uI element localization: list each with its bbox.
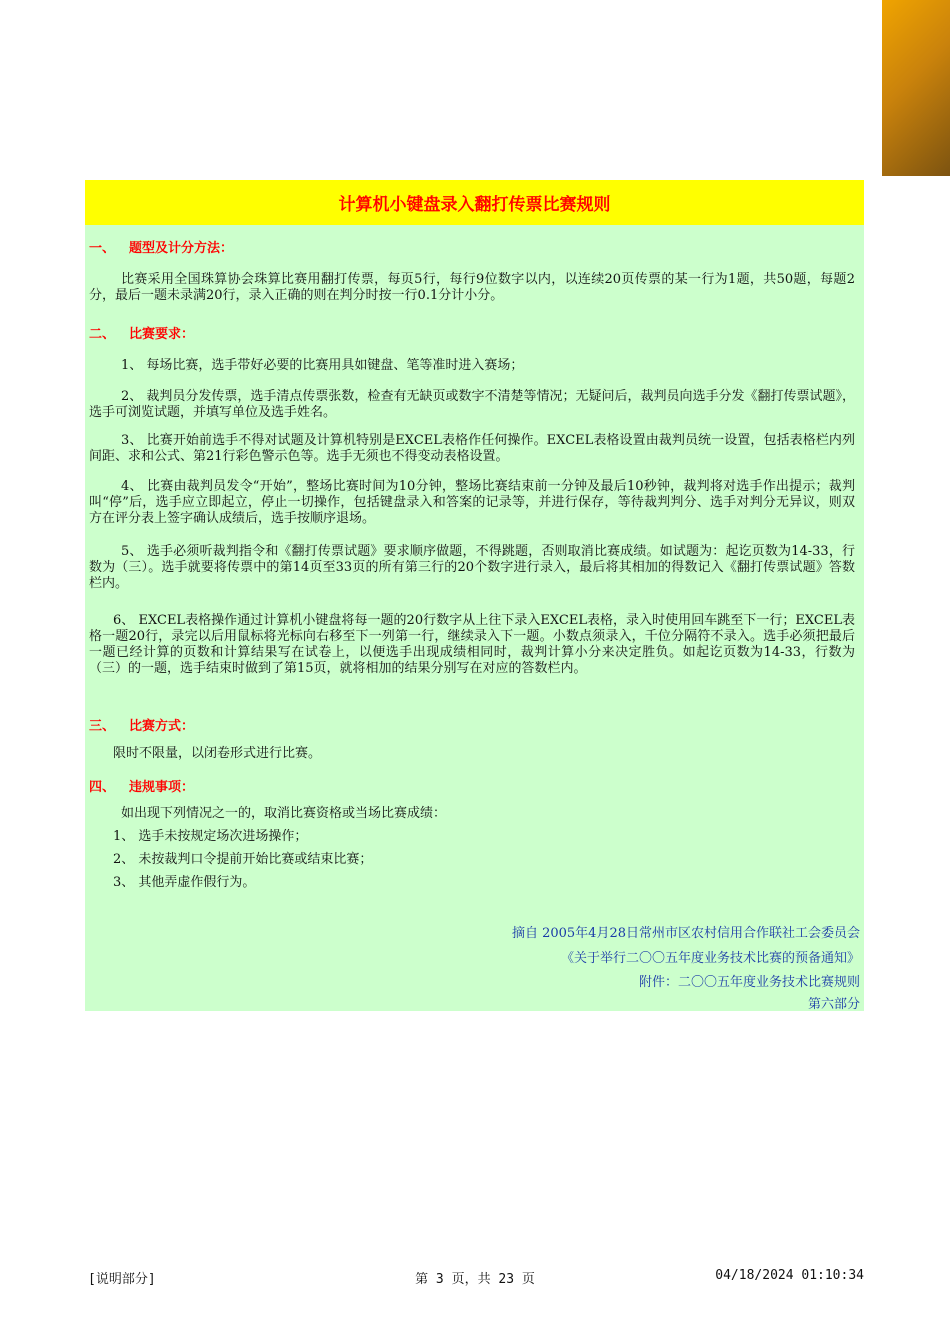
section-number: 四、 <box>89 780 116 795</box>
section-title: 题型及计分方法： <box>129 241 234 256</box>
rule-item-6: 6、 EXCEL表格操作通过计算机小键盘将每一题的20行数字从上往下录入EXCEL表格，录入时使用回车跳至下一行；EXCEL表格一题20行，录完以后用鼠标将光标向右移至下一列第一行，继续录入下一题。小数点须录入，千位分隔符不录入。选手必须把最后一题已经计算的页数和计算结果写在试卷上，以便选手出现成绩相同时，裁判计算小分来决定胜负。如起讫页数为14-33，行数为（三）的一题，选手结束时做到了第15页，就将相加的结果分别写在对应的答数栏内。 <box>89 613 855 676</box>
rule-item-2: 2、 裁判员分发传票，选手清点传票张数，检查有无缺页或数字不清楚等情况；无疑问后，裁判员向选手分发《翻打传票试题》，选手可浏览试题，并填写单位及选手姓名。 <box>89 389 855 420</box>
section-title: 比赛方式： <box>129 719 195 734</box>
rule-item-1: 1、 每场比赛，选手带好必要的比赛用具如键盘、笔等准时进入赛场； <box>121 358 524 373</box>
section-title: 比赛要求： <box>129 327 195 342</box>
title-bar <box>85 180 864 225</box>
source-line-3: 附件：二〇〇五年度业务技术比赛规则 <box>638 975 860 990</box>
violation-item-1: 1、 选手未按规定场次进场操作； <box>113 829 308 844</box>
page-title: 计算机小键盘录入翻打传票比赛规则 <box>338 195 611 215</box>
source-line-1: 摘自 2005年4月28日常州市区农村信用合作联社工会委员会 <box>511 926 860 941</box>
rules-sheet <box>85 180 864 1011</box>
violation-intro: 如出现下列情况之一的，取消比赛资格或当场比赛成绩： <box>121 806 447 821</box>
section-number: 三、 <box>89 719 116 734</box>
source-line-2: 《关于举行二〇〇五年度业务技术比赛的预备通知》 <box>560 951 860 966</box>
section-heading-4 <box>89 776 194 795</box>
rule-item-5: 5、 选手必须听裁判指令和《翻打传票试题》要求顺序做题，不得跳题，否则取消比赛成绩。如试题为：起讫页数为14-33，行数为（三）。选手就要将传票中的第14页至33页的所有第三行的20个数字进行录入，最后将其相加的得数记入《翻打传票试题》答数栏内。 <box>89 544 855 591</box>
section-number: 一、 <box>89 241 116 256</box>
footer-section-label: [说明部分] <box>88 1272 156 1287</box>
violation-item-3: 3、 其他弄虚作假行为。 <box>113 875 256 890</box>
section-heading-2 <box>89 323 194 342</box>
rule-item-4: 4、 比赛由裁判员发令“开始”，整场比赛时间为10分钟，整场比赛结束前一分钟及最后10秒钟，裁判将对选手作出提示；裁判叫“停”后，选手应立即起立，停止一切操作，包括键盘录入和答案的记录等，并进行保存，等待裁判判分、选手对判分无异议，则双方在评分表上签字确认成绩后，选手按顺序退场。 <box>89 479 855 526</box>
section-title: 违规事项： <box>129 780 195 795</box>
section-heading-1 <box>89 237 233 256</box>
section-1-paragraph: 比赛采用全国珠算协会珠算比赛用翻打传票，每页5行，每行9位数字以内，以连续20页传票的某一行为1题，共50题，每题2分，最后一题未录满20行，录入正确的则在判分时按一行0.1分计小分。 <box>89 272 855 303</box>
section-3-paragraph: 限时不限量，以闭卷形式进行比赛。 <box>113 746 322 761</box>
violation-item-2: 2、 未按裁判口令提前开始比赛或结束比赛； <box>113 852 373 867</box>
footer-page-number: 第 3 页，共 23 页 <box>415 1272 535 1287</box>
section-number: 二、 <box>89 327 116 342</box>
rule-item-3: 3、 比赛开始前选手不得对试题及计算机特别是EXCEL表格作任何操作。EXCEL表格设置由裁判员统一设置，包括表格栏内列间距、求和公式、第21行彩色警示色等。选手无须也不得变动表格设置。 <box>89 433 855 464</box>
corner-decoration <box>882 0 950 176</box>
section-heading-3 <box>89 715 194 734</box>
source-line-4: 第六部分 <box>807 997 860 1012</box>
footer-timestamp: 04/18/2024 01:10:34 <box>715 1268 864 1283</box>
